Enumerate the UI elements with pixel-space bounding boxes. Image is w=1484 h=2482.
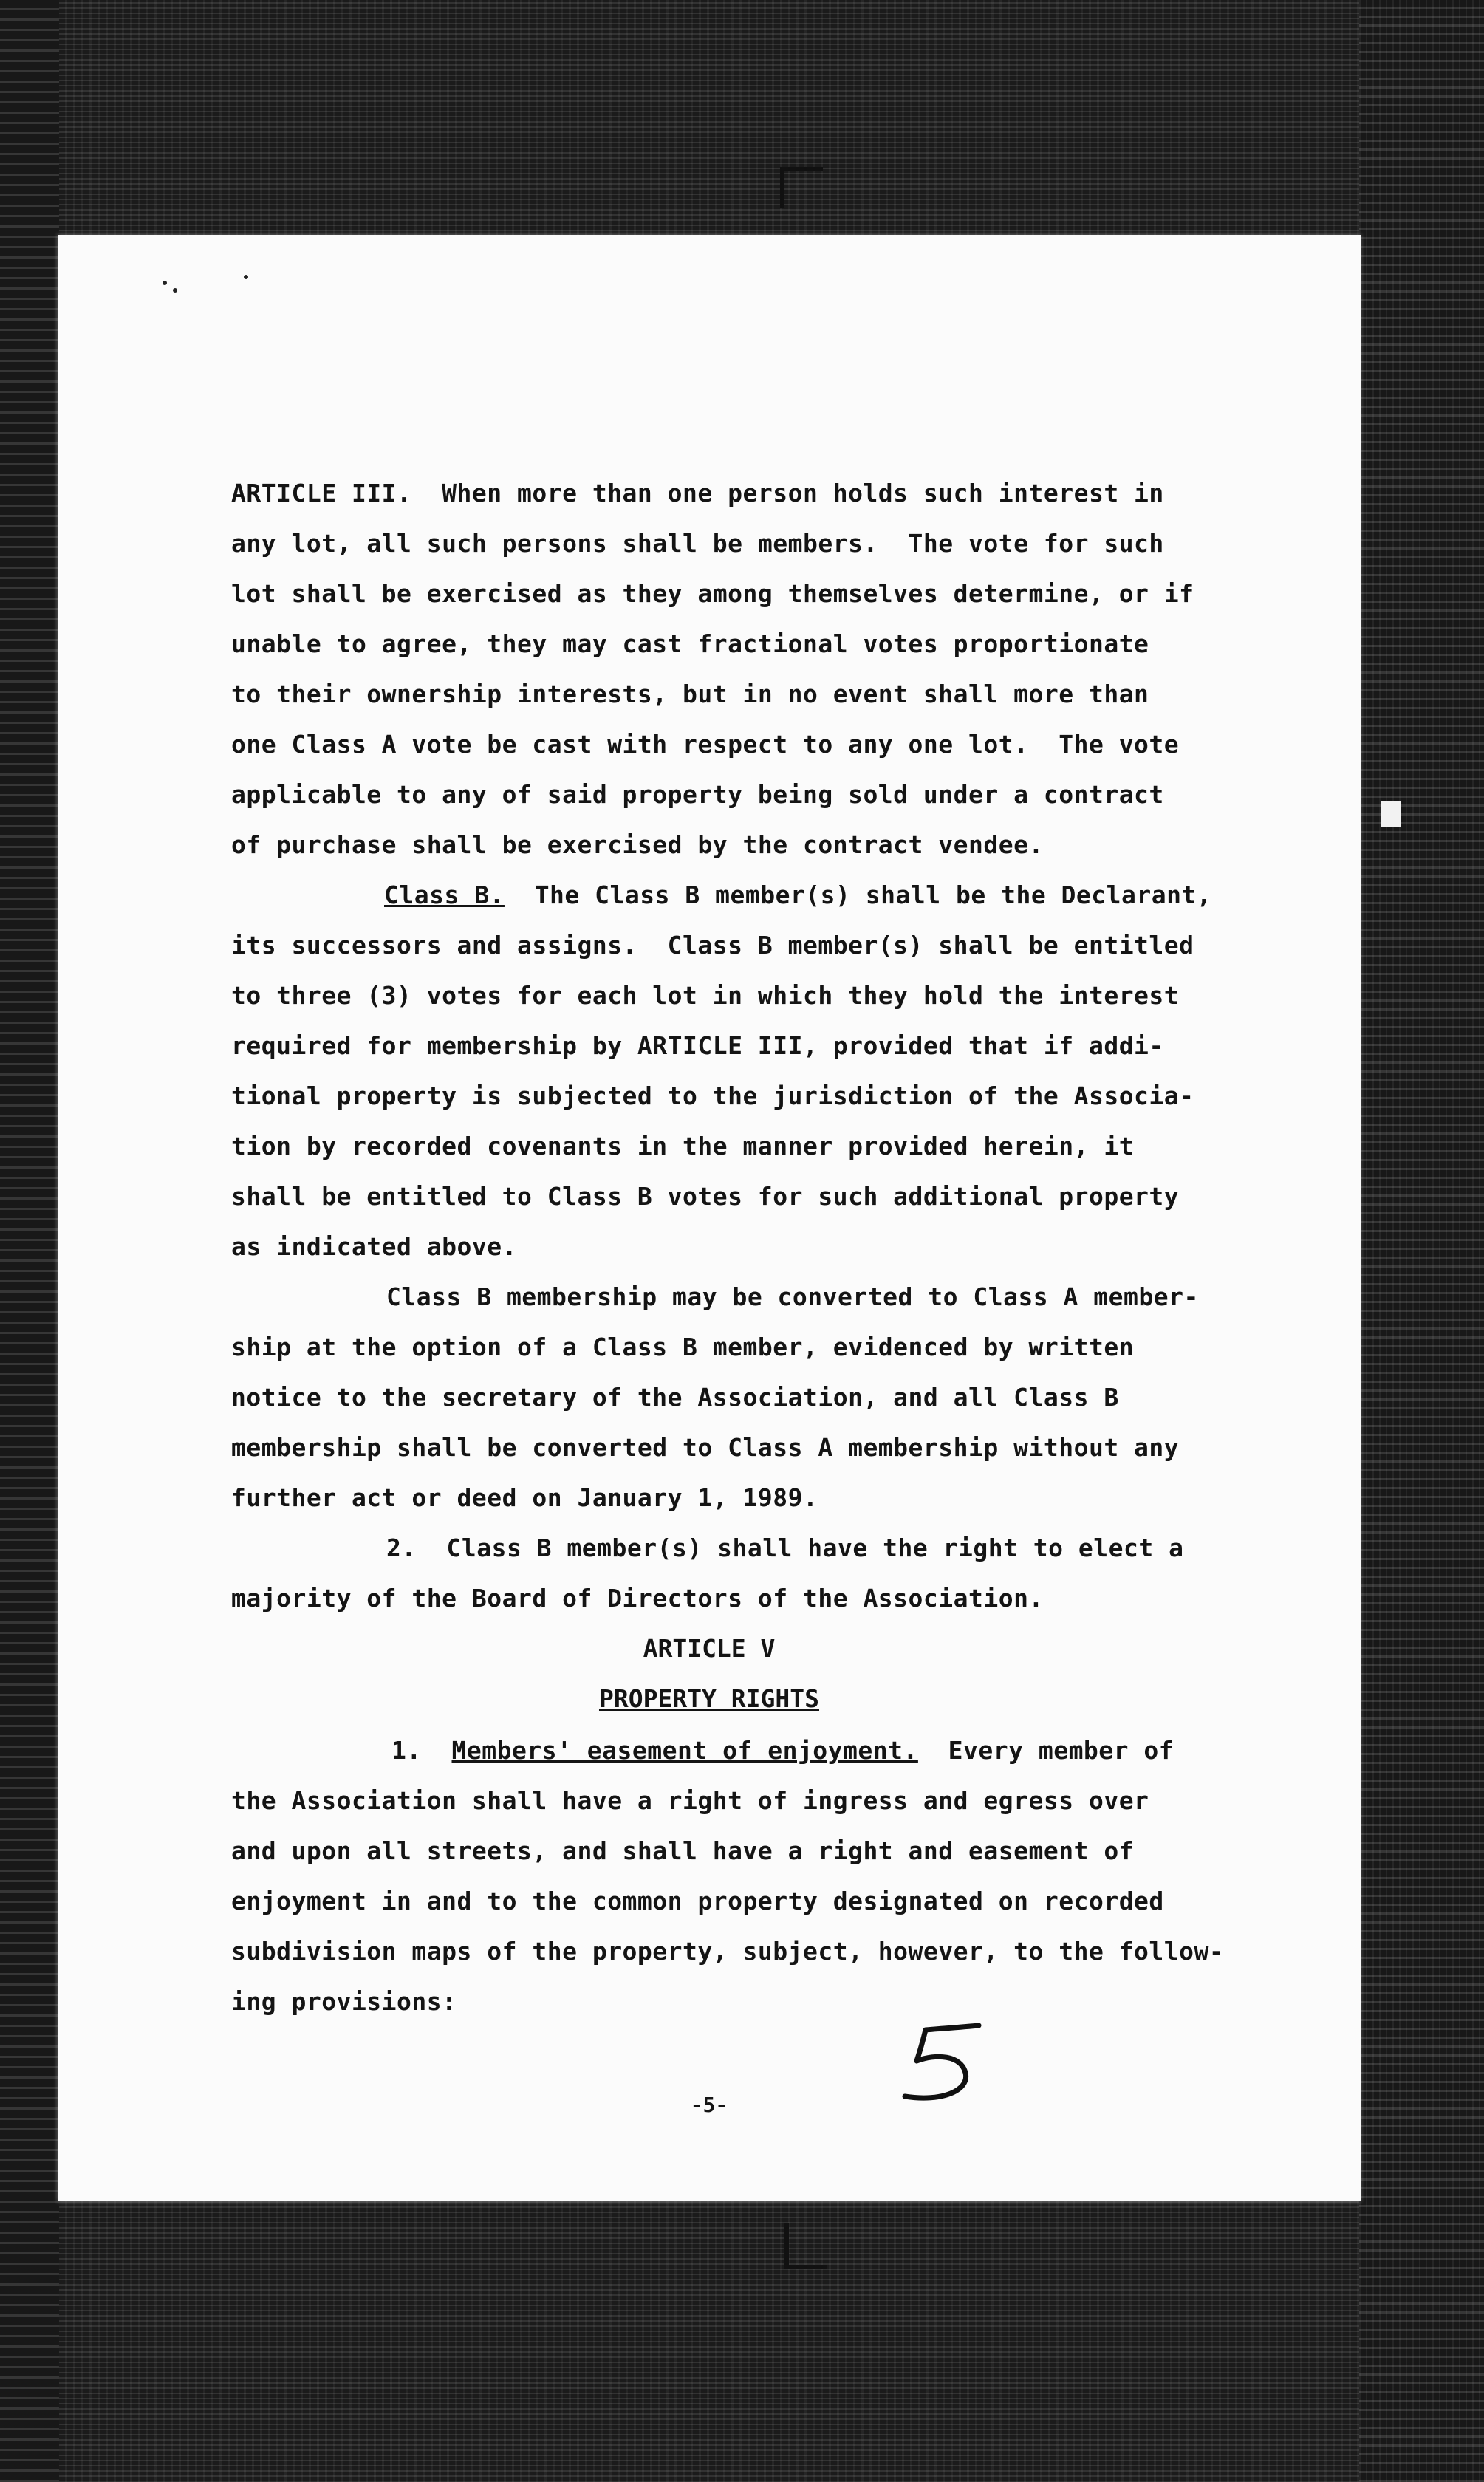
paragraph-line: required for membership by ARTICLE III, provided that if addi- bbox=[231, 1031, 1164, 1060]
scan-border-right bbox=[1359, 0, 1484, 2482]
item-1-heading: Members' easement of enjoyment. bbox=[451, 1736, 918, 1765]
paragraph-line: the Association shall have a right of ingress and egress over bbox=[231, 1786, 1149, 1815]
paragraph-line: tion by recorded covenants in the manner provided herein, it bbox=[231, 1132, 1135, 1160]
paragraph-line: tional property is subjected to the jurisdiction of the Associa- bbox=[231, 1081, 1194, 1110]
paragraph-line: one Class A vote be cast with respect to any one lot. The vote bbox=[231, 730, 1180, 759]
paragraph-line: and upon all streets, and shall have a right and easement of bbox=[231, 1836, 1135, 1865]
page-number: -5- bbox=[690, 2093, 728, 2117]
article-subheading: PROPERTY RIGHTS bbox=[598, 1684, 819, 1713]
scan-border-top bbox=[0, 0, 1484, 236]
item-1-first-text: Every member of bbox=[917, 1736, 1174, 1765]
paragraph-line: subdivision maps of the property, subject, however, to the follow- bbox=[231, 1937, 1225, 1966]
crop-mark-bottom bbox=[784, 2223, 827, 2269]
paragraph-line: shall be entitled to Class B votes for such additional property bbox=[231, 1182, 1180, 1211]
paragraph-line: to their ownership interests, but in no event shall more than bbox=[231, 680, 1149, 708]
paragraph-line: notice to the secretary of the Association, and all Class B bbox=[231, 1383, 1119, 1412]
class-b-first-line bbox=[384, 881, 1211, 910]
paragraph-line: any lot, all such persons shall be members. The vote for such bbox=[231, 529, 1164, 558]
paragraph-line: to three (3) votes for each lot in which they hold the interest bbox=[231, 981, 1180, 1010]
paragraph-line: its successors and assigns. Class B member(s) shall be entitled bbox=[231, 931, 1194, 960]
class-b-first-text: The Class B member(s) shall be the Declarant, bbox=[504, 881, 1212, 909]
paragraph-line: enjoyment in and to the common property designated on recorded bbox=[231, 1887, 1164, 1915]
handwritten-page-number bbox=[890, 2009, 1001, 2113]
paragraph-line: Class B membership may be converted to Class A member- bbox=[386, 1282, 1199, 1311]
paragraph-line: ship at the option of a Class B member, evidenced by written bbox=[231, 1333, 1135, 1361]
speck-marks bbox=[163, 266, 251, 295]
paragraph-line: applicable to any of said property being sold under a contract bbox=[231, 780, 1164, 809]
class-b-heading: Class B. bbox=[384, 881, 505, 909]
edge-mark bbox=[1381, 801, 1401, 827]
paragraph-line: unable to agree, they may cast fractional votes proportionate bbox=[231, 629, 1149, 658]
scan-border-left bbox=[0, 0, 59, 2482]
item-1-first-line bbox=[391, 1736, 1174, 1765]
paragraph-line: further act or deed on January 1, 1989. bbox=[231, 1483, 818, 1512]
paragraph-line: 2. Class B member(s) shall have the right to elect a bbox=[386, 1534, 1184, 1562]
paragraph-line: ing provisions: bbox=[231, 1987, 457, 2016]
paragraph-line: lot shall be exercised as they among themselves determine, or if bbox=[231, 579, 1194, 608]
paragraph-line: majority of the Board of Directors of the Association. bbox=[231, 1584, 1044, 1613]
paragraph-line: membership shall be converted to Class A membership without any bbox=[231, 1433, 1180, 1462]
paragraph-line: ARTICLE III. When more than one person holds such interest in bbox=[231, 479, 1164, 507]
item-1-number: 1. bbox=[391, 1736, 452, 1765]
article-heading: ARTICLE V bbox=[643, 1634, 776, 1663]
paragraph-line: of purchase shall be exercised by the contract vendee. bbox=[231, 830, 1044, 859]
paragraph-line: as indicated above. bbox=[231, 1232, 517, 1261]
crop-mark-top bbox=[780, 167, 823, 208]
scan-border-bottom bbox=[0, 2201, 1484, 2482]
